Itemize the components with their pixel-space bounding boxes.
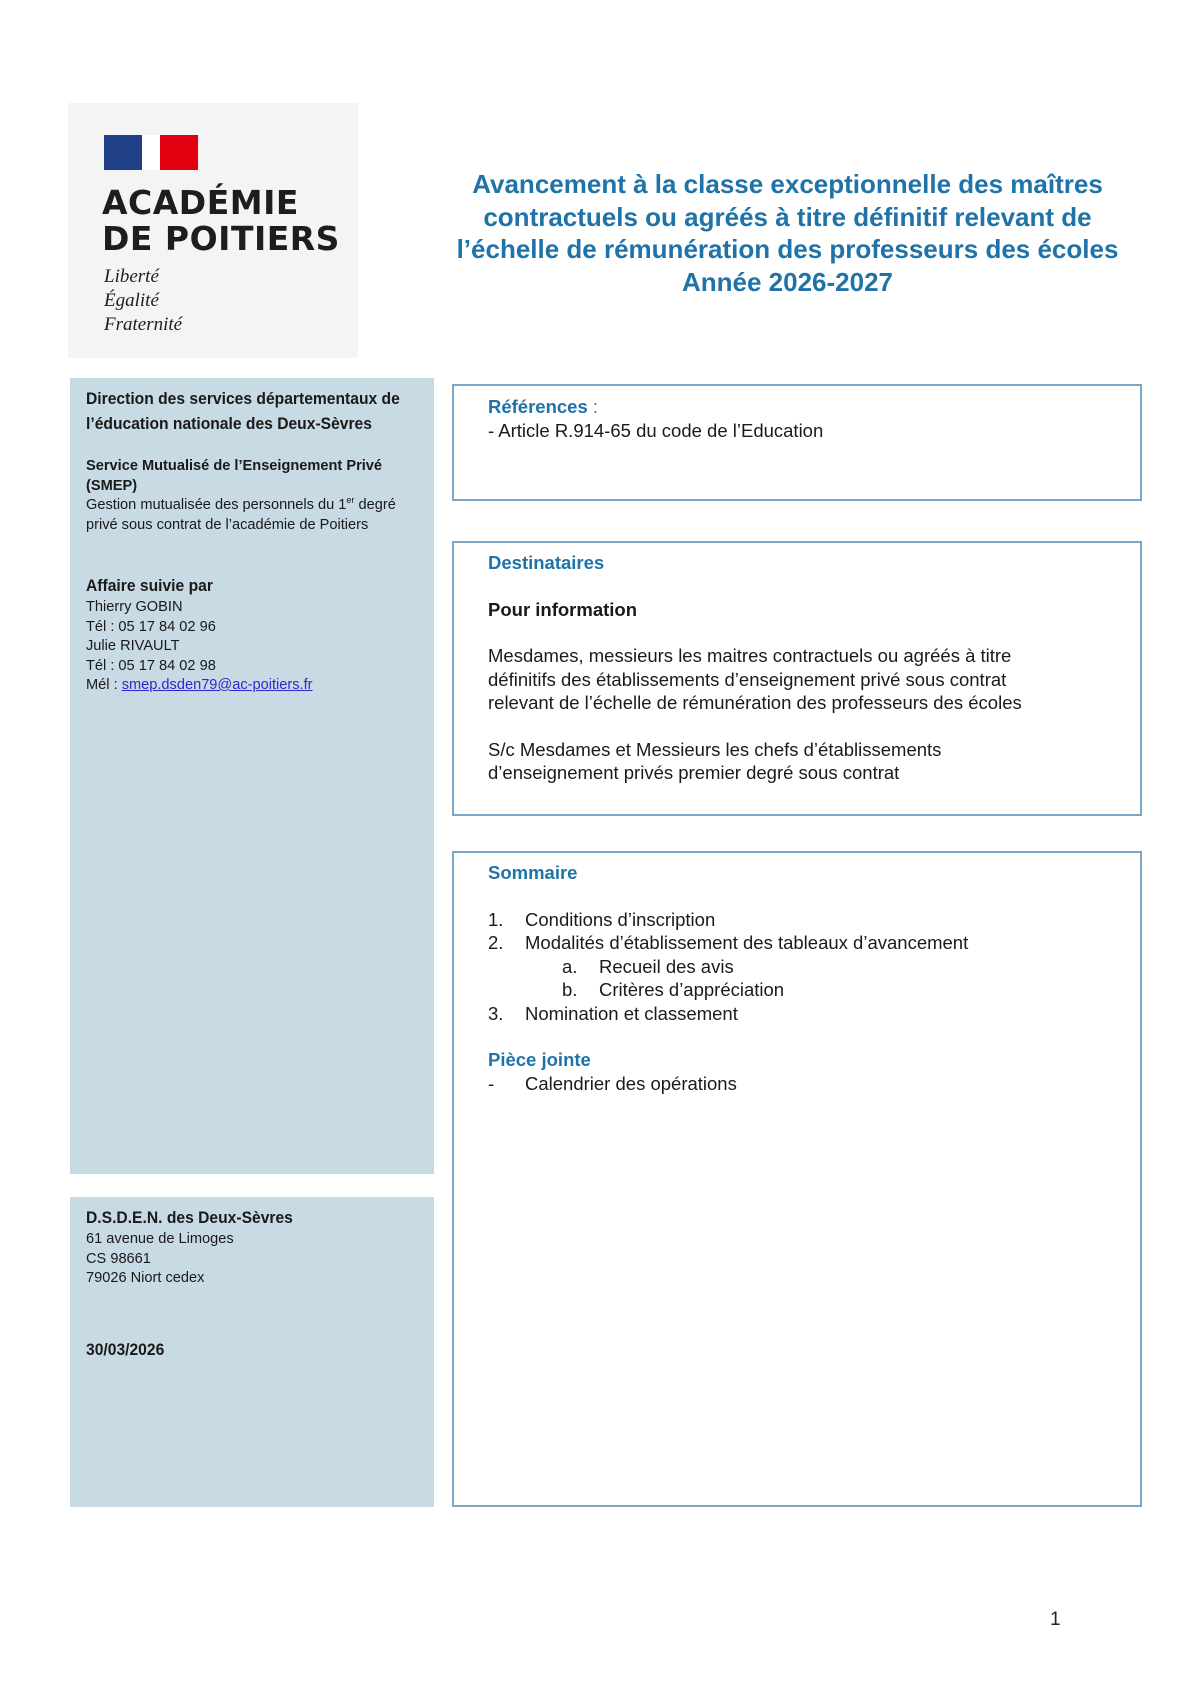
service-description: Gestion mutualisée des personnels du 1er degré privé sous contrat de l’académie de Poitiers bbox=[86, 495, 396, 533]
sommaire-item: 1. Conditions d’inscription bbox=[488, 908, 716, 930]
contact-line: Thierry GOBIN bbox=[86, 599, 183, 615]
address-line: 79026 Niort cedex bbox=[86, 1270, 205, 1286]
page-number: 1 bbox=[1050, 1609, 1061, 1630]
references-box bbox=[452, 384, 1142, 501]
title-line: Avancement à la classe exceptionnelle des maîtres bbox=[472, 169, 1103, 199]
recipients-line: définitifs des établissements d’enseignement privé sous contrat bbox=[488, 668, 1007, 690]
motto-fraternite: Fraternité bbox=[104, 314, 183, 335]
sidebar-address-panel bbox=[70, 1197, 434, 1507]
title-line: contractuels ou agréés à titre définitif relevant de bbox=[483, 201, 1092, 232]
contact-line: Tél : 05 17 84 02 96 bbox=[86, 618, 216, 635]
service-name: Service Mutualisé de l’Enseignement Privé (SMEP) bbox=[86, 458, 383, 494]
marianne-flag-icon bbox=[104, 135, 198, 170]
sommaire-subitem: b. Critères d’appréciation bbox=[562, 979, 785, 1000]
recipients-line: relevant de l’échelle de rémunération des professeurs des écoles bbox=[488, 692, 1022, 713]
piece-jointe-item: - Calendrier des opérations bbox=[488, 1072, 737, 1094]
email-link[interactable]: smep.dsden79@ac-poitiers.fr bbox=[121, 677, 313, 693]
contact-line: Julie RIVAULT bbox=[86, 638, 180, 654]
references-heading: Références : bbox=[488, 396, 599, 417]
direction-line2: l’éducation nationale des Deux-Sèvres bbox=[86, 414, 372, 433]
address-line: CS 98661 bbox=[86, 1250, 151, 1267]
address-heading: D.S.D.E.N. des Deux-Sèvres bbox=[86, 1208, 293, 1227]
recipients-line: S/c Mesdames et Messieurs les chefs d’établissements bbox=[488, 738, 942, 760]
motto-egalite: Égalité bbox=[104, 290, 159, 311]
document-date: 30/03/2026 bbox=[86, 1339, 165, 1359]
sommaire-heading: Sommaire bbox=[488, 862, 578, 883]
reference-item: - Article R.914-65 du code de l’Education bbox=[488, 419, 824, 441]
email-line: Mél : smep.dsden79@ac-poitiers.fr bbox=[86, 677, 313, 693]
contact-line: Tél : 05 17 84 02 98 bbox=[86, 657, 216, 674]
academie-logo bbox=[68, 103, 358, 358]
motto-liberte: Liberté bbox=[104, 266, 159, 287]
sommaire-subitem: a. Recueil des avis bbox=[562, 955, 734, 977]
sidebar-info-panel bbox=[70, 378, 434, 1174]
recipients-line: Mesdames, messieurs les maitres contractuels ou agréés à titre bbox=[488, 645, 1012, 666]
sommaire-box bbox=[452, 851, 1142, 1507]
sommaire-item: 3. Nomination et classement bbox=[488, 1002, 738, 1024]
logo-name-line1: ACADÉMIE bbox=[102, 183, 299, 222]
pour-information-heading: Pour information bbox=[488, 598, 638, 620]
document-title bbox=[415, 168, 1160, 298]
address-line: 61 avenue de Limoges bbox=[86, 1231, 234, 1247]
destinataires-heading: Destinataires bbox=[488, 552, 605, 573]
logo-name-line2: DE POITIERS bbox=[102, 219, 340, 258]
title-line: l’échelle de rémunération des professeurs des écoles bbox=[456, 234, 1119, 264]
direction-line1: Direction des services départementaux de bbox=[86, 389, 400, 408]
title-year: Année 2026-2027 bbox=[681, 266, 894, 297]
recipients-line: d’enseignement privés premier degré sous contrat bbox=[488, 762, 900, 783]
destinataires-box bbox=[452, 541, 1142, 816]
piece-jointe-heading: Pièce jointe bbox=[488, 1049, 591, 1070]
sommaire-item: 2. Modalités d’établissement des tableaux d’avancement bbox=[488, 932, 969, 953]
affaire-heading: Affaire suivie par bbox=[86, 576, 213, 595]
